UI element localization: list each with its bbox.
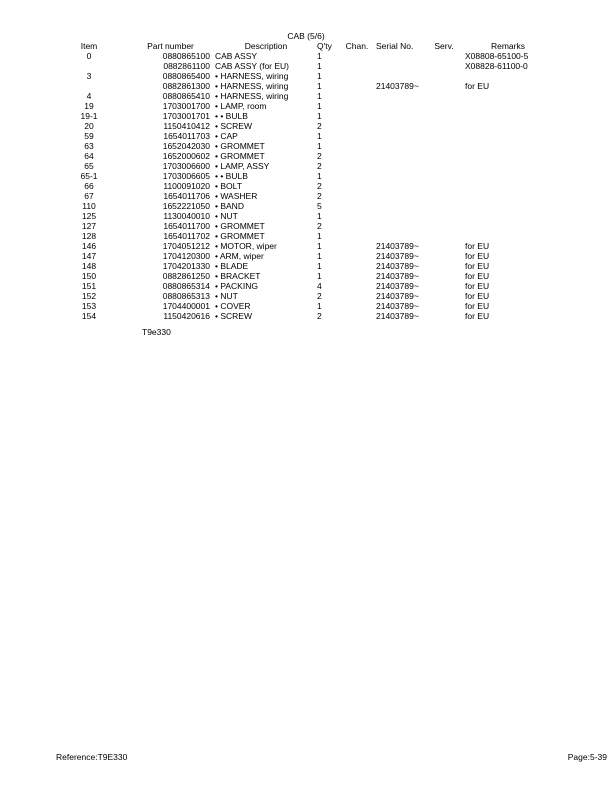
cell-chan bbox=[341, 151, 373, 161]
table-row bbox=[52, 311, 561, 321]
cell-item: 65-1 bbox=[80, 171, 98, 181]
table-row bbox=[52, 271, 561, 281]
cell-remarks: for EU bbox=[465, 301, 490, 311]
cell-item: 67 bbox=[84, 191, 94, 201]
cell-description: • BAND bbox=[215, 201, 244, 211]
cell-item: 148 bbox=[81, 261, 97, 271]
cell-part-number: 1654011700 bbox=[163, 221, 210, 231]
cell-chan bbox=[341, 211, 373, 221]
cell-description: • PACKING bbox=[215, 281, 258, 291]
header-qty: Q'ty bbox=[317, 41, 332, 51]
table-row bbox=[52, 111, 561, 121]
cell-description: • ARM, wiper bbox=[215, 251, 264, 261]
table-row bbox=[52, 291, 561, 301]
cell-serv bbox=[433, 221, 455, 231]
cell-serial-no bbox=[373, 231, 433, 241]
table-row bbox=[52, 141, 561, 151]
cell-qty: 1 bbox=[317, 101, 322, 111]
cell-qty: 1 bbox=[317, 241, 322, 251]
cell-serv bbox=[433, 121, 455, 131]
cell-item: 154 bbox=[81, 311, 97, 321]
doc-code: T9e330 bbox=[142, 327, 171, 337]
cell-remarks bbox=[455, 91, 561, 101]
cell-serv bbox=[433, 211, 455, 221]
table-row bbox=[52, 181, 561, 191]
cell-part-number: 1704201330 bbox=[162, 261, 210, 271]
header-serv: Serv. bbox=[434, 41, 454, 51]
cell-serial-no bbox=[373, 161, 433, 171]
table-row bbox=[52, 221, 561, 231]
cell-serial-no bbox=[373, 131, 433, 141]
cell-remarks bbox=[455, 161, 561, 171]
cell-part-number: 0880865314 bbox=[162, 281, 210, 291]
cell-serial-no bbox=[373, 181, 433, 191]
cell-description: CAB ASSY (for EU) bbox=[215, 61, 290, 71]
cell-remarks bbox=[455, 191, 561, 201]
cell-part-number: 1652000602 bbox=[162, 151, 210, 161]
cell-description: • • BULB bbox=[215, 171, 248, 181]
cell-description: CAB ASSY bbox=[215, 51, 258, 61]
header-item: Item bbox=[80, 41, 98, 51]
cell-serial-no bbox=[373, 151, 433, 161]
cell-remarks: for EU bbox=[465, 281, 490, 291]
cell-qty: 1 bbox=[317, 271, 322, 281]
cell-qty: 1 bbox=[317, 71, 322, 81]
cell-part-number: 0882861100 bbox=[163, 61, 210, 71]
cell-part-number: 1654011702 bbox=[163, 231, 210, 241]
cell-part-number: 1130040010 bbox=[163, 211, 210, 221]
cell-serv bbox=[433, 81, 455, 91]
cell-chan bbox=[341, 231, 373, 241]
cell-qty: 2 bbox=[317, 151, 322, 161]
cell-qty: 2 bbox=[317, 161, 322, 171]
table-row bbox=[52, 171, 561, 181]
cell-item: 0 bbox=[86, 51, 92, 61]
cell-qty: 2 bbox=[317, 121, 322, 131]
cell-qty: 4 bbox=[317, 281, 322, 291]
cell-remarks bbox=[455, 121, 561, 131]
cell-qty: 1 bbox=[317, 61, 322, 71]
cell-remarks bbox=[455, 171, 561, 181]
table-body bbox=[52, 51, 561, 321]
cell-description: • GROMMET bbox=[215, 151, 265, 161]
cell-serv bbox=[433, 161, 455, 171]
cell-part-number: 1150410412 bbox=[163, 121, 210, 131]
cell-part-number: 1654011706 bbox=[163, 191, 210, 201]
cell-item: 66 bbox=[84, 181, 94, 191]
cell-remarks: for EU bbox=[465, 251, 490, 261]
cell-chan bbox=[341, 181, 373, 191]
footer-page-number: Page:5-39 bbox=[567, 752, 607, 762]
cell-chan bbox=[341, 291, 373, 301]
cell-qty: 1 bbox=[317, 251, 322, 261]
cell-serial-no bbox=[373, 111, 433, 121]
cell-remarks bbox=[455, 101, 561, 111]
cell-chan bbox=[341, 311, 373, 321]
cell-part-number: 1652221050 bbox=[162, 201, 210, 211]
cell-part-number: 1654011703 bbox=[163, 131, 210, 141]
cell-description: • HARNESS, wiring bbox=[215, 71, 289, 81]
cell-chan bbox=[341, 61, 373, 71]
cell-description: • BRACKET bbox=[215, 271, 261, 281]
cell-remarks bbox=[455, 201, 561, 211]
cell-remarks: for EU bbox=[465, 291, 490, 301]
parts-table bbox=[52, 41, 561, 321]
cell-serv bbox=[433, 151, 455, 161]
cell-remarks bbox=[455, 71, 561, 81]
cell-item: 147 bbox=[81, 251, 97, 261]
cell-serial-no bbox=[373, 201, 433, 211]
footer-reference: Reference:T9E330 bbox=[56, 752, 128, 762]
cell-item: 63 bbox=[84, 141, 94, 151]
cell-serial-no bbox=[373, 141, 433, 151]
cell-qty: 5 bbox=[317, 201, 322, 211]
cell-item: 128 bbox=[81, 231, 97, 241]
cell-serial-no bbox=[373, 191, 433, 201]
header-serial-no: Serial No. bbox=[376, 41, 414, 51]
cell-part-number: 1704051212 bbox=[162, 241, 210, 251]
cell-remarks bbox=[455, 151, 561, 161]
cell-item: 65 bbox=[84, 161, 94, 171]
cell-description: • LAMP, ASSY bbox=[215, 161, 270, 171]
cell-description: • GROMMET bbox=[215, 221, 265, 231]
cell-part-number: 0882861250 bbox=[162, 271, 210, 281]
table-row bbox=[52, 151, 561, 161]
table-row bbox=[52, 51, 561, 61]
table-row bbox=[52, 131, 561, 141]
table-row bbox=[52, 91, 561, 101]
cell-serv bbox=[433, 171, 455, 181]
cell-serial-no bbox=[373, 211, 433, 221]
cell-part-number: 1704120300 bbox=[162, 251, 210, 261]
cell-serv bbox=[433, 111, 455, 121]
cell-chan bbox=[341, 251, 373, 261]
cell-item: 151 bbox=[81, 281, 97, 291]
table-row bbox=[52, 191, 561, 201]
cell-qty: 1 bbox=[317, 171, 322, 181]
cell-serial-no bbox=[373, 101, 433, 111]
table-row bbox=[52, 101, 561, 111]
cell-remarks bbox=[455, 221, 561, 231]
cell-description: • NUT bbox=[215, 291, 238, 301]
cell-part-number: 1150420616 bbox=[163, 311, 210, 321]
cell-chan bbox=[341, 301, 373, 311]
cell-remarks bbox=[455, 231, 561, 241]
cell-description: • SCREW bbox=[215, 121, 252, 131]
cell-description: • HARNESS, wiring bbox=[215, 91, 289, 101]
table-row bbox=[52, 211, 561, 221]
cell-item: 150 bbox=[81, 271, 97, 281]
table-row bbox=[52, 121, 561, 131]
table-row bbox=[52, 301, 561, 311]
cell-qty: 1 bbox=[317, 301, 322, 311]
cell-qty: 1 bbox=[317, 261, 322, 271]
cell-qty: 1 bbox=[317, 141, 322, 151]
cell-chan bbox=[341, 101, 373, 111]
cell-item: 4 bbox=[86, 91, 92, 101]
cell-serv bbox=[433, 131, 455, 141]
cell-chan bbox=[341, 191, 373, 201]
cell-serial-no: 21403789~ bbox=[376, 81, 419, 91]
cell-qty: 1 bbox=[317, 51, 322, 61]
cell-description: • BOLT bbox=[215, 181, 242, 191]
cell-serv bbox=[433, 51, 455, 61]
cell-chan bbox=[341, 141, 373, 151]
cell-part-number: 0880865410 bbox=[162, 91, 210, 101]
cell-remarks: for EU bbox=[465, 311, 490, 321]
cell-part-number: 1652042030 bbox=[162, 141, 210, 151]
cell-item: 110 bbox=[82, 201, 96, 211]
cell-serial-no: 21403789~ bbox=[376, 271, 419, 281]
cell-item: 153 bbox=[81, 301, 97, 311]
cell-serial-no: 21403789~ bbox=[376, 291, 419, 301]
cell-remarks bbox=[455, 111, 561, 121]
cell-item: 152 bbox=[81, 291, 97, 301]
cell-qty: 1 bbox=[317, 131, 322, 141]
cell-description: • NUT bbox=[215, 211, 238, 221]
cell-item: 19-1 bbox=[80, 111, 98, 121]
cell-item bbox=[52, 61, 126, 71]
cell-serial-no: 21403789~ bbox=[376, 251, 419, 261]
cell-part-number: 0880865313 bbox=[162, 291, 210, 301]
table-row bbox=[52, 81, 561, 91]
cell-qty: 2 bbox=[317, 221, 322, 231]
cell-serv bbox=[433, 261, 455, 271]
cell-chan bbox=[341, 221, 373, 231]
cell-qty: 1 bbox=[317, 91, 322, 101]
cell-part-number: 0882861300 bbox=[162, 81, 210, 91]
cell-serial-no bbox=[373, 121, 433, 131]
cell-serv bbox=[433, 101, 455, 111]
cell-description: • GROMMET bbox=[215, 141, 265, 151]
cell-chan bbox=[341, 281, 373, 291]
cell-serial-no: 21403789~ bbox=[376, 311, 419, 321]
header-chan: Chan. bbox=[345, 41, 369, 51]
cell-chan bbox=[341, 91, 373, 101]
table-row bbox=[52, 241, 561, 251]
cell-qty: 1 bbox=[317, 111, 322, 121]
cell-serial-no: 21403789~ bbox=[376, 301, 419, 311]
cell-item: 64 bbox=[84, 151, 94, 161]
cell-qty: 2 bbox=[317, 191, 322, 201]
cell-serv bbox=[433, 271, 455, 281]
cell-part-number: 1100091020 bbox=[163, 181, 210, 191]
cell-part-number: 1703006605 bbox=[162, 171, 210, 181]
cell-remarks: X08828-61100-0 bbox=[465, 61, 528, 71]
cell-description: • MOTOR, wiper bbox=[215, 241, 277, 251]
cell-description: • HARNESS, wiring bbox=[215, 81, 289, 91]
cell-chan bbox=[341, 171, 373, 181]
cell-chan bbox=[341, 201, 373, 211]
cell-remarks bbox=[455, 181, 561, 191]
cell-item: 59 bbox=[84, 131, 94, 141]
cell-description: • LAMP, room bbox=[215, 101, 267, 111]
table-row bbox=[52, 231, 561, 241]
cell-chan bbox=[341, 271, 373, 281]
cell-remarks bbox=[455, 131, 561, 141]
cell-part-number: 1704400001 bbox=[162, 301, 210, 311]
cell-item: 3 bbox=[86, 71, 92, 81]
cell-description: • CAP bbox=[215, 131, 238, 141]
cell-serv bbox=[433, 71, 455, 81]
cell-serv bbox=[433, 141, 455, 151]
cell-serv bbox=[433, 281, 455, 291]
cell-qty: 2 bbox=[317, 311, 322, 321]
cell-chan bbox=[341, 71, 373, 81]
cell-serv bbox=[433, 91, 455, 101]
table-row bbox=[52, 71, 561, 81]
cell-chan bbox=[341, 121, 373, 131]
cell-qty: 1 bbox=[317, 211, 322, 221]
cell-serial-no: 21403789~ bbox=[376, 261, 419, 271]
cell-serial-no bbox=[373, 171, 433, 181]
cell-serv bbox=[433, 311, 455, 321]
cell-description: • SCREW bbox=[215, 311, 252, 321]
cell-serial-no bbox=[373, 91, 433, 101]
cell-item bbox=[52, 81, 126, 91]
cell-item: 127 bbox=[81, 221, 97, 231]
cell-item: 125 bbox=[81, 211, 97, 221]
table-row bbox=[52, 261, 561, 271]
cell-chan bbox=[341, 131, 373, 141]
table-row bbox=[52, 61, 561, 71]
cell-description: • • BULB bbox=[215, 111, 248, 121]
cell-serv bbox=[433, 291, 455, 301]
section-title: CAB (5/6) bbox=[287, 31, 325, 41]
cell-chan bbox=[341, 261, 373, 271]
cell-remarks: X08808-65100-5 bbox=[465, 51, 529, 61]
cell-remarks: for EU bbox=[465, 261, 490, 271]
cell-serv bbox=[433, 241, 455, 251]
cell-chan bbox=[341, 161, 373, 171]
cell-remarks bbox=[455, 211, 561, 221]
cell-serial-no bbox=[373, 51, 433, 61]
cell-item: 20 bbox=[84, 121, 94, 131]
cell-qty: 1 bbox=[317, 231, 322, 241]
cell-serial-no bbox=[373, 61, 433, 71]
cell-part-number: 0880865100 bbox=[162, 51, 210, 61]
cell-serial-no bbox=[373, 71, 433, 81]
cell-part-number: 1703001701 bbox=[162, 111, 210, 121]
cell-chan bbox=[341, 51, 373, 61]
cell-remarks bbox=[455, 141, 561, 151]
cell-item: 146 bbox=[81, 241, 97, 251]
cell-serial-no: 21403789~ bbox=[376, 281, 419, 291]
cell-qty: 1 bbox=[317, 81, 322, 91]
cell-remarks: for EU bbox=[465, 241, 490, 251]
table-row bbox=[52, 251, 561, 261]
header-remarks: Remarks bbox=[490, 41, 525, 51]
cell-description: • BLADE bbox=[215, 261, 249, 271]
cell-serv bbox=[433, 201, 455, 211]
cell-serial-no: 21403789~ bbox=[376, 241, 419, 251]
cell-description: • COVER bbox=[215, 301, 251, 311]
cell-part-number: 1703006600 bbox=[162, 161, 210, 171]
cell-serv bbox=[433, 191, 455, 201]
table-row bbox=[52, 161, 561, 171]
cell-description: • WASHER bbox=[215, 191, 258, 201]
cell-remarks: for EU bbox=[465, 271, 490, 281]
header-part-number: Part number bbox=[147, 41, 194, 51]
cell-serv bbox=[433, 301, 455, 311]
table-row bbox=[52, 281, 561, 291]
cell-serv bbox=[433, 61, 455, 71]
cell-serial-no bbox=[373, 221, 433, 231]
header-description: Description bbox=[244, 41, 288, 51]
cell-qty: 2 bbox=[317, 181, 322, 191]
cell-item: 19 bbox=[84, 101, 94, 111]
cell-remarks: for EU bbox=[465, 81, 490, 91]
table-header-row bbox=[52, 41, 561, 51]
cell-serv bbox=[433, 251, 455, 261]
cell-chan bbox=[341, 81, 373, 91]
cell-serv bbox=[433, 231, 455, 241]
cell-chan bbox=[341, 241, 373, 251]
cell-qty: 2 bbox=[317, 291, 322, 301]
table-row bbox=[52, 201, 561, 211]
cell-chan bbox=[341, 111, 373, 121]
cell-description: • GROMMET bbox=[215, 231, 265, 241]
cell-serv bbox=[433, 181, 455, 191]
cell-part-number: 0880865400 bbox=[162, 71, 210, 81]
cell-part-number: 1703001700 bbox=[162, 101, 210, 111]
